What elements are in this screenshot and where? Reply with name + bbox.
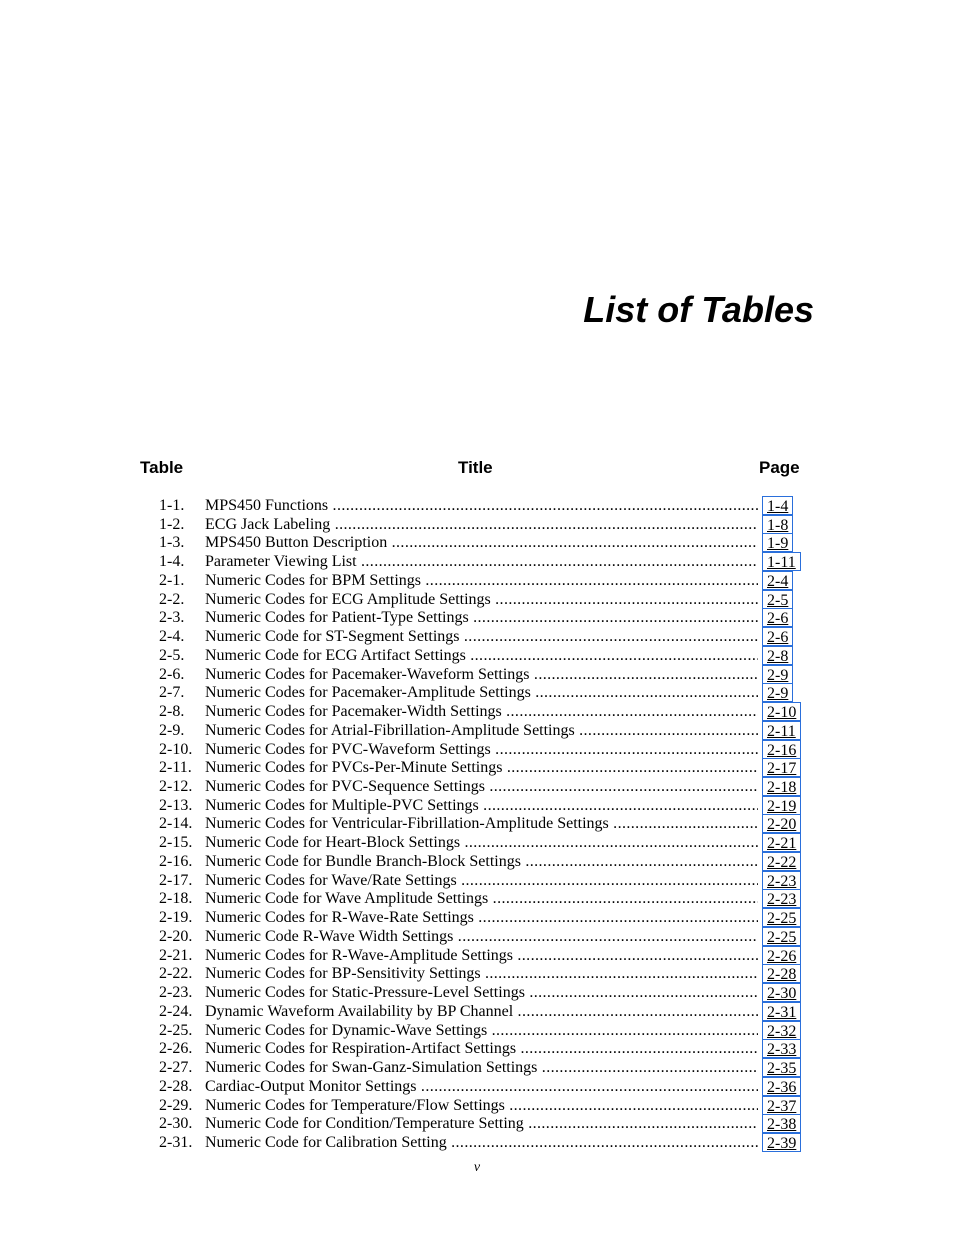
page-link[interactable]: 2-35 bbox=[762, 1058, 801, 1077]
page-link[interactable]: 2-4 bbox=[762, 571, 793, 590]
table-number: 2-13. bbox=[159, 796, 193, 814]
page-link[interactable]: 2-37 bbox=[762, 1096, 801, 1115]
list-item bbox=[0, 1039, 954, 1058]
list-item bbox=[0, 908, 954, 927]
page-link[interactable]: 1-11 bbox=[762, 552, 801, 571]
page-link[interactable]: 2-26 bbox=[762, 946, 801, 965]
column-header-table: Table bbox=[140, 458, 184, 477]
page-link[interactable]: 2-17 bbox=[762, 758, 801, 777]
table-number: 2-25. bbox=[159, 1021, 193, 1039]
list-item bbox=[0, 1002, 954, 1021]
list-item bbox=[0, 758, 954, 777]
table-title: Numeric Codes for R-Wave-Amplitude Settings ..... bbox=[205, 946, 758, 965]
table-number: 2-3. bbox=[159, 609, 185, 627]
table-number: 1-2. bbox=[159, 515, 185, 533]
list-item bbox=[0, 721, 954, 740]
list-item bbox=[0, 627, 954, 646]
page-number: v bbox=[473, 1160, 481, 1175]
page-link[interactable]: 1-8 bbox=[762, 515, 793, 534]
table-title: Numeric Codes for Patient-Type Settings ..... bbox=[205, 608, 758, 627]
list-item bbox=[0, 665, 954, 684]
table-title: Numeric Code R-Wave Width Settings ..... bbox=[205, 927, 758, 946]
table-title: Numeric Code for Calibration Setting ..... bbox=[205, 1133, 758, 1152]
page-link[interactable]: 2-10 bbox=[762, 702, 801, 721]
page-link[interactable]: 2-9 bbox=[762, 665, 793, 684]
list-item bbox=[0, 871, 954, 890]
table-number: 2-23. bbox=[159, 984, 193, 1002]
table-title: Numeric Codes for BP-Sensitivity Settings ..... bbox=[205, 964, 758, 983]
page-link[interactable]: 2-19 bbox=[762, 796, 801, 815]
table-number: 2-7. bbox=[159, 684, 185, 702]
page-link[interactable]: 1-9 bbox=[762, 533, 793, 552]
list-item bbox=[0, 571, 954, 590]
list-item bbox=[0, 533, 954, 552]
page-link[interactable]: 2-23 bbox=[762, 889, 801, 908]
list-item bbox=[0, 1077, 954, 1096]
page-link[interactable]: 2-39 bbox=[762, 1133, 801, 1152]
page-link[interactable]: 2-38 bbox=[762, 1114, 801, 1133]
list-item bbox=[0, 608, 954, 627]
table-title: Numeric Codes for Multiple-PVC Settings ..... bbox=[205, 796, 758, 815]
page-link[interactable]: 2-16 bbox=[762, 740, 801, 759]
table-number: 2-10. bbox=[159, 740, 193, 758]
table-number: 1-3. bbox=[159, 534, 185, 552]
table-number: 2-29. bbox=[159, 1096, 193, 1114]
page-link[interactable]: 2-23 bbox=[762, 871, 801, 890]
table-number: 2-30. bbox=[159, 1115, 193, 1133]
page-link[interactable]: 2-5 bbox=[762, 590, 793, 609]
table-number: 2-14. bbox=[159, 815, 193, 833]
table-title: Numeric Codes for Atrial-Fibrillation-Amplitude Settings ..... bbox=[205, 721, 758, 740]
page-link[interactable]: 2-36 bbox=[762, 1077, 801, 1096]
list-item bbox=[0, 552, 954, 571]
list-item bbox=[0, 946, 954, 965]
list-item bbox=[0, 515, 954, 534]
list-item bbox=[0, 796, 954, 815]
list-item bbox=[0, 889, 954, 908]
table-title: Numeric Codes for Pacemaker-Width Settings ..... bbox=[205, 702, 758, 721]
table-number: 2-24. bbox=[159, 1002, 193, 1020]
list-item bbox=[0, 590, 954, 609]
table-title: Numeric Code for ECG Artifact Settings ..... bbox=[205, 646, 758, 665]
table-number: 2-9. bbox=[159, 721, 185, 739]
table-title: Numeric Codes for Wave/Rate Settings ..... bbox=[205, 871, 758, 890]
table-number: 2-5. bbox=[159, 646, 185, 664]
page-link[interactable]: 2-20 bbox=[762, 814, 801, 833]
list-item bbox=[0, 1058, 954, 1077]
list-item bbox=[0, 983, 954, 1002]
page-link[interactable]: 2-31 bbox=[762, 1002, 801, 1021]
table-number: 2-2. bbox=[159, 590, 185, 608]
table-title: Numeric Codes for PVC-Waveform Settings ..... bbox=[205, 740, 758, 759]
page-link[interactable]: 2-30 bbox=[762, 983, 801, 1002]
table-number: 2-28. bbox=[159, 1077, 193, 1095]
table-title: Numeric Codes for Pacemaker-Amplitude Settings ..... bbox=[205, 683, 758, 702]
list-item bbox=[0, 964, 954, 983]
list-item bbox=[0, 777, 954, 796]
table-title: Numeric Code for Bundle Branch-Block Settings ..... bbox=[205, 852, 758, 871]
table-title: Numeric Codes for Static-Pressure-Level Settings ..... bbox=[205, 983, 758, 1002]
table-number: 2-19. bbox=[159, 909, 193, 927]
table-title: ECG Jack Labeling ..... bbox=[205, 515, 758, 534]
list-item bbox=[0, 496, 954, 515]
page-link[interactable]: 1-4 bbox=[762, 496, 793, 515]
page-link[interactable]: 2-25 bbox=[762, 927, 801, 946]
table-title: Numeric Code for Wave Amplitude Settings ..... bbox=[205, 889, 758, 908]
table-number: 1-4. bbox=[159, 553, 185, 571]
table-number: 2-15. bbox=[159, 834, 193, 852]
table-title: MPS450 Button Description ..... bbox=[205, 533, 758, 552]
page-link[interactable]: 2-6 bbox=[762, 627, 793, 646]
table-number: 2-6. bbox=[159, 665, 185, 683]
table-number: 2-20. bbox=[159, 927, 193, 945]
page-link[interactable]: 2-11 bbox=[762, 721, 801, 740]
table-title: MPS450 Functions ..... bbox=[205, 496, 758, 515]
list-item bbox=[0, 1114, 954, 1133]
table-title: Numeric Codes for Swan-Ganz-Simulation Settings ..... bbox=[205, 1058, 758, 1077]
page-link[interactable]: 2-18 bbox=[762, 777, 801, 796]
list-item bbox=[0, 740, 954, 759]
page-link[interactable]: 2-32 bbox=[762, 1021, 801, 1040]
table-number: 2-16. bbox=[159, 852, 193, 870]
table-title: Numeric Codes for Respiration-Artifact Settings ..... bbox=[205, 1039, 758, 1058]
page-link[interactable]: 2-22 bbox=[762, 852, 801, 871]
table-number: 2-27. bbox=[159, 1059, 193, 1077]
page-link[interactable]: 2-21 bbox=[762, 833, 801, 852]
table-number: 1-1. bbox=[159, 497, 185, 514]
page-link[interactable]: 2-8 bbox=[762, 646, 793, 665]
list-item bbox=[0, 1133, 954, 1152]
table-title: Numeric Code for Condition/Temperature Setting ..... bbox=[205, 1114, 758, 1133]
table-number: 2-26. bbox=[159, 1040, 193, 1058]
page-link[interactable]: 2-9 bbox=[762, 683, 793, 702]
table-number: 2-4. bbox=[159, 628, 185, 646]
table-number: 2-8. bbox=[159, 703, 185, 721]
table-number: 2-12. bbox=[159, 778, 193, 796]
table-number: 2-31. bbox=[159, 1133, 193, 1151]
table-title: Parameter Viewing List ..... bbox=[205, 552, 758, 571]
table-title: Numeric Codes for Temperature/Flow Settings ..... bbox=[205, 1096, 758, 1115]
list-item bbox=[0, 814, 954, 833]
table-title: Numeric Codes for R-Wave-Rate Settings ..... bbox=[205, 908, 758, 927]
table-title: Numeric Code for ST-Segment Settings ..... bbox=[205, 627, 758, 646]
table-title: Numeric Codes for Ventricular-Fibrillation-Amplitude Settings ..... bbox=[205, 814, 758, 833]
page-link[interactable]: 2-28 bbox=[762, 964, 801, 983]
table-number: 2-22. bbox=[159, 965, 193, 983]
table-list bbox=[0, 496, 954, 1152]
page-link[interactable]: 2-25 bbox=[762, 908, 801, 927]
table-number: 2-1. bbox=[159, 571, 185, 589]
list-item bbox=[0, 646, 954, 665]
table-number: 2-17. bbox=[159, 871, 193, 889]
page-link[interactable]: 2-6 bbox=[762, 608, 793, 627]
table-title: Numeric Codes for ECG Amplitude Settings ..... bbox=[205, 590, 758, 609]
table-number: 2-18. bbox=[159, 890, 193, 908]
list-item bbox=[0, 683, 954, 702]
table-number: 2-11. bbox=[159, 759, 192, 777]
list-item bbox=[0, 1021, 954, 1040]
table-title: Numeric Codes for PVCs-Per-Minute Settings ..... bbox=[205, 758, 758, 777]
column-header-page: Page bbox=[759, 458, 800, 477]
page-title: List of Tables bbox=[583, 289, 814, 330]
table-number: 2-21. bbox=[159, 946, 193, 964]
list-item bbox=[0, 1096, 954, 1115]
table-title: Numeric Codes for Pacemaker-Waveform Settings ..... bbox=[205, 665, 758, 684]
list-item bbox=[0, 852, 954, 871]
table-title: Numeric Codes for Dynamic-Wave Settings ..... bbox=[205, 1021, 758, 1040]
table-title: Numeric Codes for BPM Settings ..... bbox=[205, 571, 758, 590]
table-title: Dynamic Waveform Availability by BP Channel ..... bbox=[205, 1002, 758, 1021]
list-item bbox=[0, 833, 954, 852]
page-link[interactable]: 2-33 bbox=[762, 1039, 801, 1058]
list-item bbox=[0, 702, 954, 721]
column-header-title: Title bbox=[458, 458, 493, 477]
table-title: Numeric Code for Heart-Block Settings ..... bbox=[205, 833, 758, 852]
list-item bbox=[0, 927, 954, 946]
table-title: Numeric Codes for PVC-Sequence Settings ..... bbox=[205, 777, 758, 796]
table-title: Cardiac-Output Monitor Settings ..... bbox=[205, 1077, 758, 1096]
